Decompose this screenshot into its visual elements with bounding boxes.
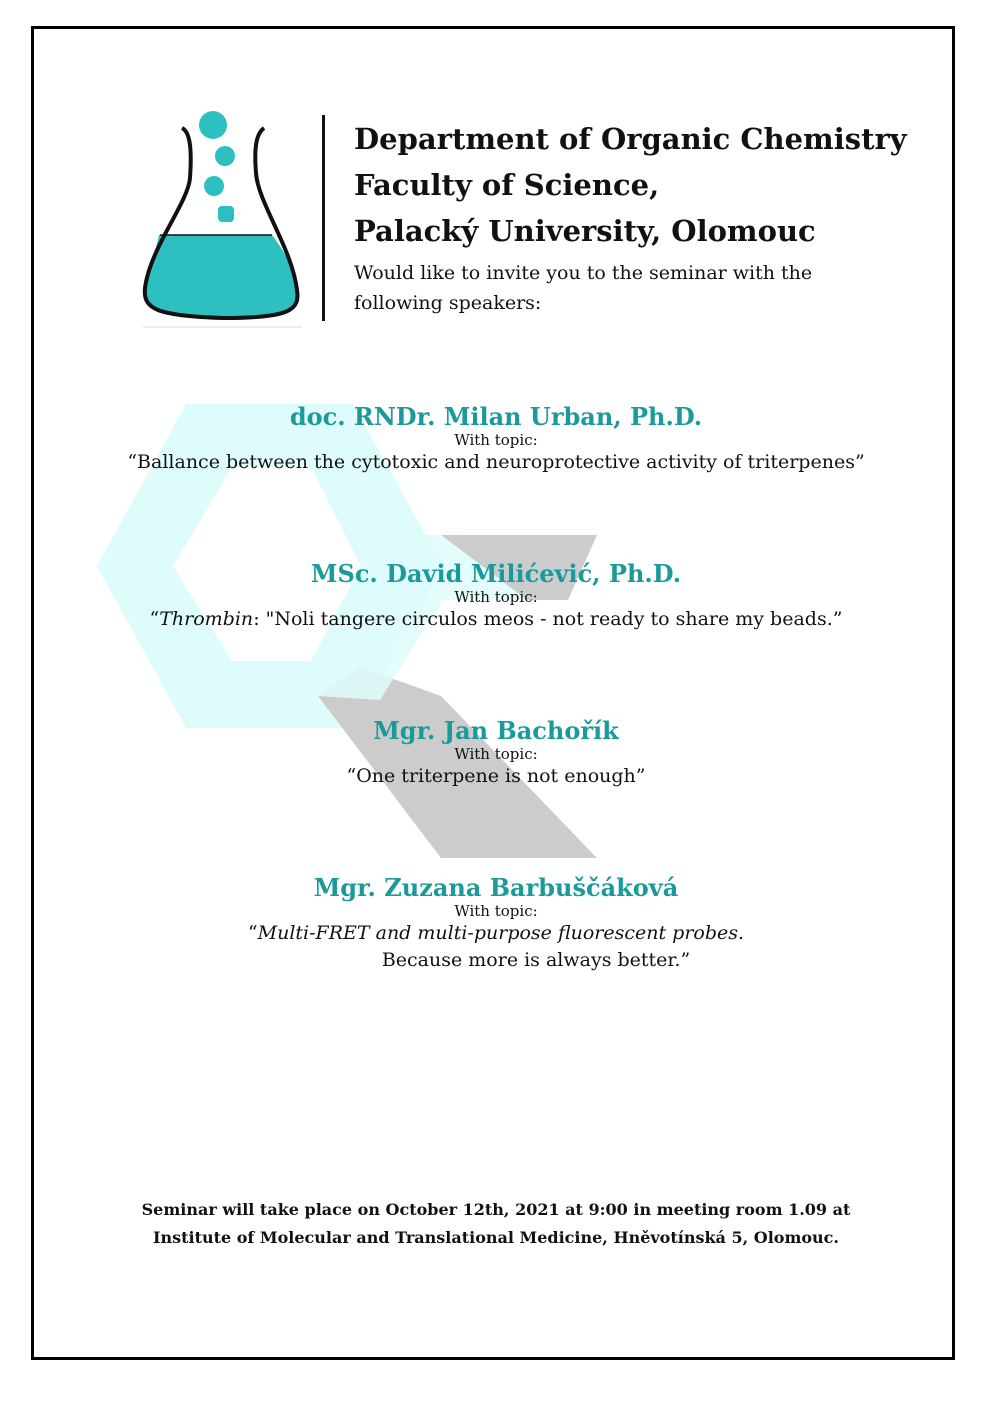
invitation-line: following speakers: bbox=[354, 292, 542, 314]
topic-quote-open: “ bbox=[247, 922, 258, 944]
flask-icon bbox=[140, 108, 306, 330]
speaker-topic bbox=[40, 606, 952, 633]
speaker-topic-line2: Because more is always better.” bbox=[381, 949, 691, 971]
department-title: Department of Organic Chemistry bbox=[354, 122, 907, 156]
speaker-block bbox=[40, 873, 952, 974]
with-topic-label: With topic: bbox=[454, 902, 538, 920]
speaker-name: Mgr. Jan Bachořík bbox=[373, 716, 619, 745]
with-topic-label: With topic: bbox=[454, 745, 538, 763]
page-header bbox=[354, 116, 934, 318]
seminar-details-line: Institute of Molecular and Translational Medicine, Hněvotínská 5, Olomouc. bbox=[153, 1228, 839, 1247]
speaker-topic bbox=[40, 920, 952, 947]
speaker-topic: “One triterpene is not enough” bbox=[346, 765, 646, 787]
bubble-shape bbox=[204, 176, 224, 196]
invitation-line: Would like to invite you to the seminar with the bbox=[354, 262, 813, 284]
speaker-block bbox=[40, 559, 952, 633]
speaker-topic: “Ballance between the cytotoxic and neuroprotective activity of triterpenes” bbox=[127, 451, 865, 473]
speaker-block bbox=[40, 716, 952, 790]
faculty-title: Faculty of Science, bbox=[354, 168, 660, 202]
topic-rest: : "Noli tangere circulos meos - not ready to share my beads.” bbox=[253, 608, 843, 630]
topic-quote-open: “ bbox=[149, 608, 160, 630]
seminar-details-line: Seminar will take place on October 12th, 2021 at 9:00 in meeting room 1.09 at bbox=[141, 1200, 851, 1219]
bubble-shape bbox=[218, 206, 234, 222]
speaker-name: Mgr. Zuzana Barbuščáková bbox=[313, 873, 679, 902]
topic-italic-part: Multi-FRET and multi-purpose fluorescent probes bbox=[257, 922, 739, 944]
bubble-shape bbox=[199, 111, 227, 139]
invitation-text bbox=[354, 258, 934, 318]
speaker-name: MSc. David Milićević, Ph.D. bbox=[310, 559, 682, 588]
university-title: Palacký University, Olomouc bbox=[354, 214, 816, 248]
with-topic-label: With topic: bbox=[454, 588, 538, 606]
speaker-block bbox=[40, 402, 952, 476]
bubble-shape bbox=[215, 146, 235, 166]
seminar-details bbox=[40, 1196, 952, 1252]
divider-line bbox=[322, 115, 325, 321]
speaker-name: doc. RNDr. Milan Urban, Ph.D. bbox=[289, 402, 703, 431]
topic-italic-part: Thrombin bbox=[159, 608, 254, 630]
flask-liquid-shape bbox=[146, 235, 297, 318]
with-topic-label: With topic: bbox=[454, 431, 538, 449]
topic-line1-end: . bbox=[738, 922, 745, 944]
